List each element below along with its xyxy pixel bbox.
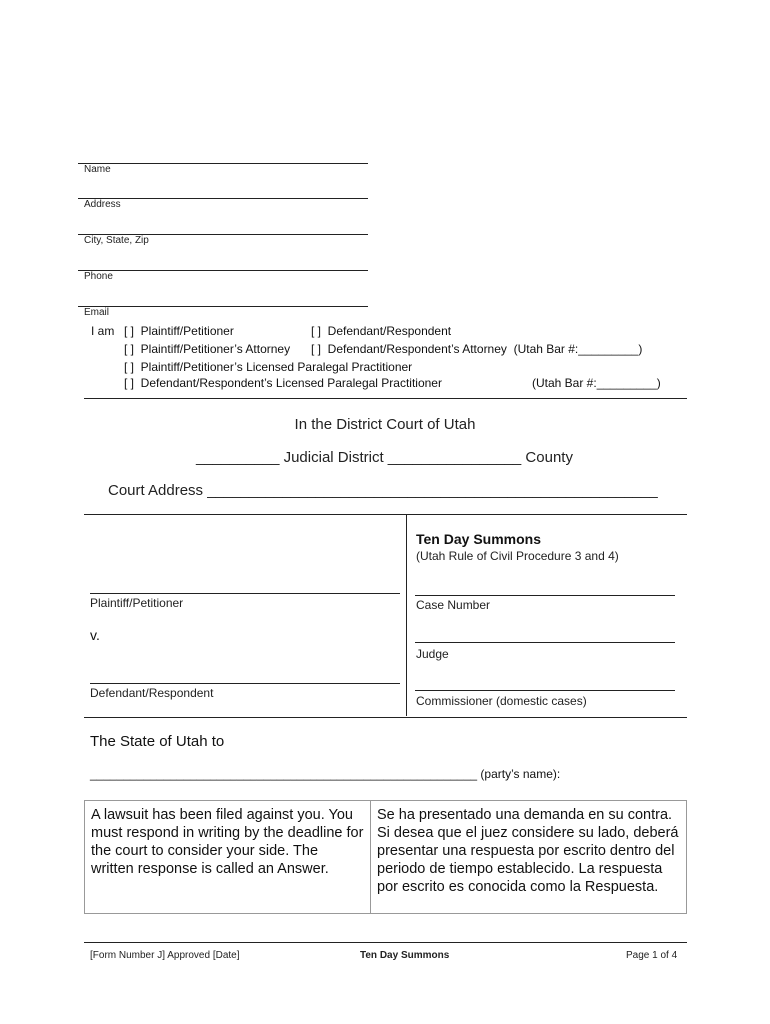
judge-label: Judge — [416, 647, 449, 661]
address-label: Address — [84, 199, 121, 210]
checkbox-plaintiff[interactable]: [ ] Plaintiff/Petitioner — [124, 324, 234, 338]
document-title: Ten Day Summons — [416, 531, 541, 547]
footer-title: Ten Day Summons — [360, 950, 450, 961]
checkbox-defendant-attorney[interactable]: [ ] Defendant/Respondent’s Attorney (Utah Bar #:_________) — [311, 342, 643, 356]
defendant-label: Defendant/Respondent — [90, 686, 214, 700]
footer-page-number: Page 1 of 4 — [626, 950, 678, 961]
email-label: Email — [84, 307, 110, 318]
commissioner-line — [415, 690, 675, 691]
email-line — [78, 306, 368, 307]
case-number-label: Case Number — [416, 598, 491, 612]
footer-divider — [84, 942, 687, 943]
city-state-zip-label: City, State, Zip — [84, 235, 149, 246]
defendant-line — [90, 683, 400, 684]
notice-spanish: Se ha presentado una demanda en su contra. Si desea que el juez considere su lado, deberá presentar una respuesta por escrito dentro del periodo de tiempo establecido. La respuesta por escrito es conocida como la Respuesta. — [370, 800, 687, 914]
versus-label: v. — [90, 627, 100, 643]
name-label: Name — [84, 164, 111, 175]
header-divider — [84, 398, 687, 399]
plaintiff-label: Plaintiff/Petitioner — [90, 596, 184, 610]
district-county-line: __________ Judicial District ________________ County — [196, 449, 573, 466]
notice-english: A lawsuit has been filed against you. You must respond in writing by the deadline for the court to consider your side. The written response is called an Answer. — [84, 800, 371, 914]
footer-form-number: [Form Number J] Approved [Date] — [90, 950, 240, 961]
paralegal-bar-number: (Utah Bar #:_________) — [532, 376, 661, 390]
checkbox-defendant-paralegal[interactable]: [ ] Defendant/Respondent’s Licensed Paralegal Practitioner — [124, 376, 442, 390]
court-title: In the District Court of Utah — [294, 416, 476, 433]
phone-label: Phone — [84, 271, 113, 282]
name-line — [78, 163, 368, 164]
court-address-line: Court Address ______________________________________________________ — [108, 482, 658, 499]
judge-line — [415, 642, 675, 643]
i-am-label: I am — [91, 324, 115, 338]
commissioner-label: Commissioner (domestic cases) — [416, 694, 587, 708]
phone-line — [78, 270, 368, 271]
case-number-line — [415, 595, 675, 596]
addressee-heading: The State of Utah to — [90, 733, 225, 750]
plaintiff-line — [90, 593, 400, 594]
checkbox-defendant[interactable]: [ ] Defendant/Respondent — [311, 324, 452, 338]
checkbox-plaintiff-attorney[interactable]: [ ] Plaintiff/Petitioner’s Attorney — [124, 342, 291, 356]
party-name-line: __________________________________________________________ (party’s name): — [90, 767, 561, 781]
caption-divider — [406, 514, 407, 716]
address-line — [78, 198, 368, 199]
document-subtitle: (Utah Rule of Civil Procedure 3 and 4) — [416, 549, 619, 563]
checkbox-plaintiff-paralegal[interactable]: [ ] Plaintiff/Petitioner’s Licensed Paralegal Practitioner — [124, 360, 413, 374]
